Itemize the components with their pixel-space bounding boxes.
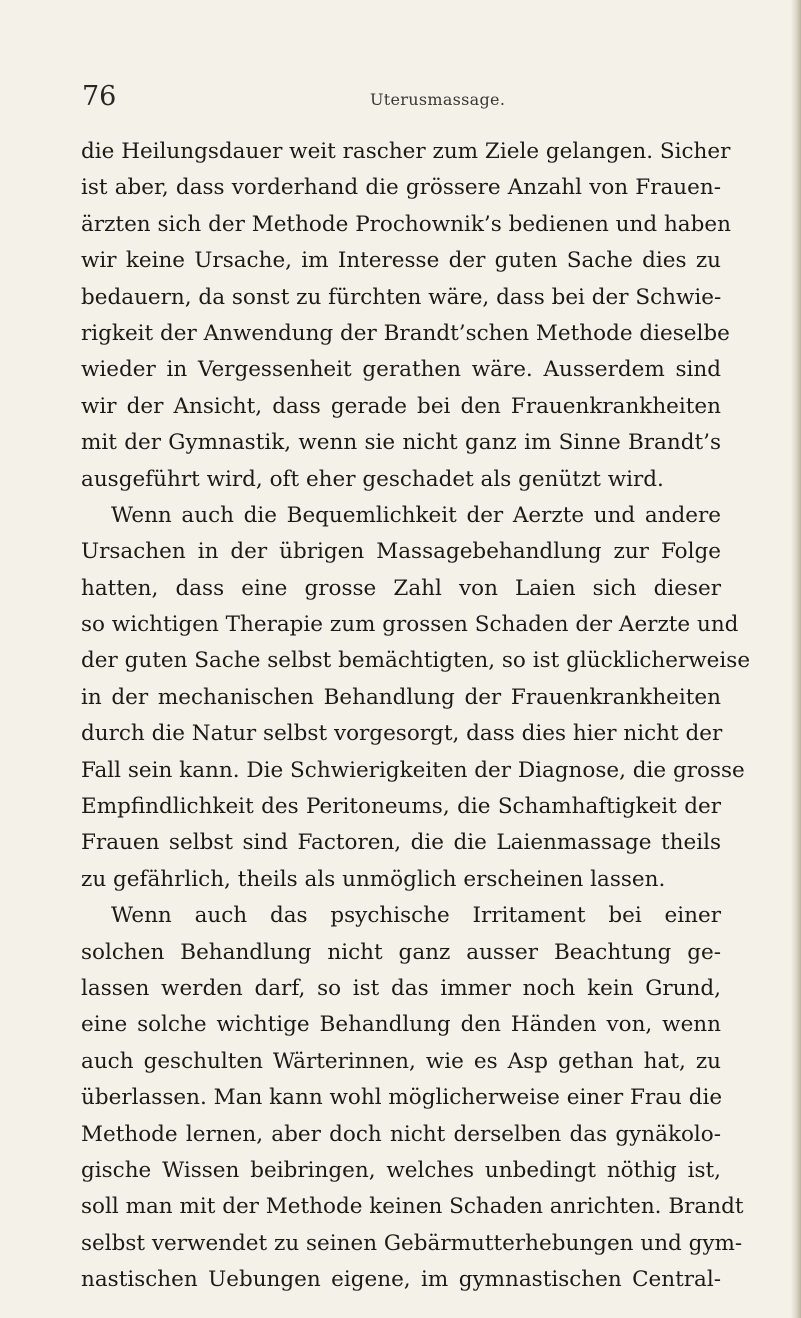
text-line: gische Wissen beibringen, welches unbedingt nöthig ist,: [81, 1157, 721, 1183]
text-line: hatten, dass eine grosse Zahl von Laien sich dieser: [81, 575, 721, 601]
text-line: Frauen selbst sind Factoren, die die Laienmassage theils: [81, 830, 721, 856]
text-line: selbst verwendet zu seinen Gebärmutterhebungen und gym-: [81, 1230, 743, 1256]
text-line: zu gefährlich, theils als unmöglich erscheinen lassen.: [81, 866, 666, 892]
page-edge-shadow: [791, 0, 801, 1318]
text-line: ist aber, dass vorderhand die grössere Anzahl von Frauen-: [81, 175, 721, 201]
running-head: Uterusmassage.: [370, 90, 506, 109]
body-text: [81, 134, 751, 1299]
text-line: mit der Gymnastik, wenn sie nicht ganz im Sinne Brandt’s: [81, 430, 721, 456]
text-line: lassen werden darf, so ist das immer noch kein Grund,: [81, 975, 721, 1001]
text-line: durch die Natur selbst vorgesorgt, dass dies hier nicht der: [81, 721, 723, 747]
text-line: soll man mit der Methode keinen Schaden anrichten. Brandt: [81, 1194, 744, 1220]
text-line: Fall sein kann. Die Schwierigkeiten der Diagnose, die grosse: [81, 757, 745, 783]
text-line: Wenn auch die Bequemlichkeit der Aerzte und andere: [111, 502, 721, 528]
text-line: bedauern, da sonst zu fürchten wäre, dass bei der Schwie-: [81, 284, 722, 310]
text-line: auch geschulten Wärterinnen, wie es Asp gethan hat, zu: [81, 1048, 721, 1074]
text-line: überlassen. Man kann wohl möglicherweise einer Frau die: [81, 1085, 723, 1111]
text-line: in der mechanischen Behandlung der Frauenkrankheiten: [81, 684, 721, 710]
text-line: wieder in Vergessenheit gerathen wäre. Ausserdem sind: [81, 357, 721, 383]
page-header: [82, 80, 642, 120]
page-number: 76: [82, 81, 117, 112]
text-line: Empfindlichkeit des Peritoneums, die Schamhaftigkeit der: [81, 794, 721, 820]
text-line: der guten Sache selbst bemächtigten, so ist glücklicherweise: [81, 648, 751, 674]
text-line: nastischen Uebungen eigene, im gymnastischen Central-: [81, 1267, 721, 1293]
text-line: eine solche wichtige Behandlung den Händen von, wenn: [81, 1012, 721, 1038]
text-line: solchen Behandlung nicht ganz ausser Beachtung ge-: [81, 939, 721, 965]
text-line: ärzten sich der Methode Prochownik’s bedienen und haben: [81, 211, 731, 237]
text-line: die Heilungsdauer weit rascher zum Ziele gelangen. Sicher: [81, 139, 731, 164]
text-line: ausgeführt wird, oft eher geschadet als genützt wird.: [81, 466, 664, 492]
text-line: wir keine Ursache, im Interesse der guten Sache dies zu: [81, 248, 721, 274]
text-line: Ursachen in der übrigen Massagebehandlung zur Folge: [81, 539, 721, 565]
text-line: wir der Ansicht, dass gerade bei den Frauenkrankheiten: [81, 393, 721, 419]
text-line: Methode lernen, aber doch nicht derselben das gynäkolo-: [81, 1121, 721, 1147]
text-line: Wenn auch das psychische Irritament bei einer: [111, 903, 721, 929]
text-line: rigkeit der Anwendung der Brandt’schen Methode dieselbe: [81, 320, 730, 346]
text-line: so wichtigen Therapie zum grossen Schaden der Aerzte und: [81, 612, 739, 638]
